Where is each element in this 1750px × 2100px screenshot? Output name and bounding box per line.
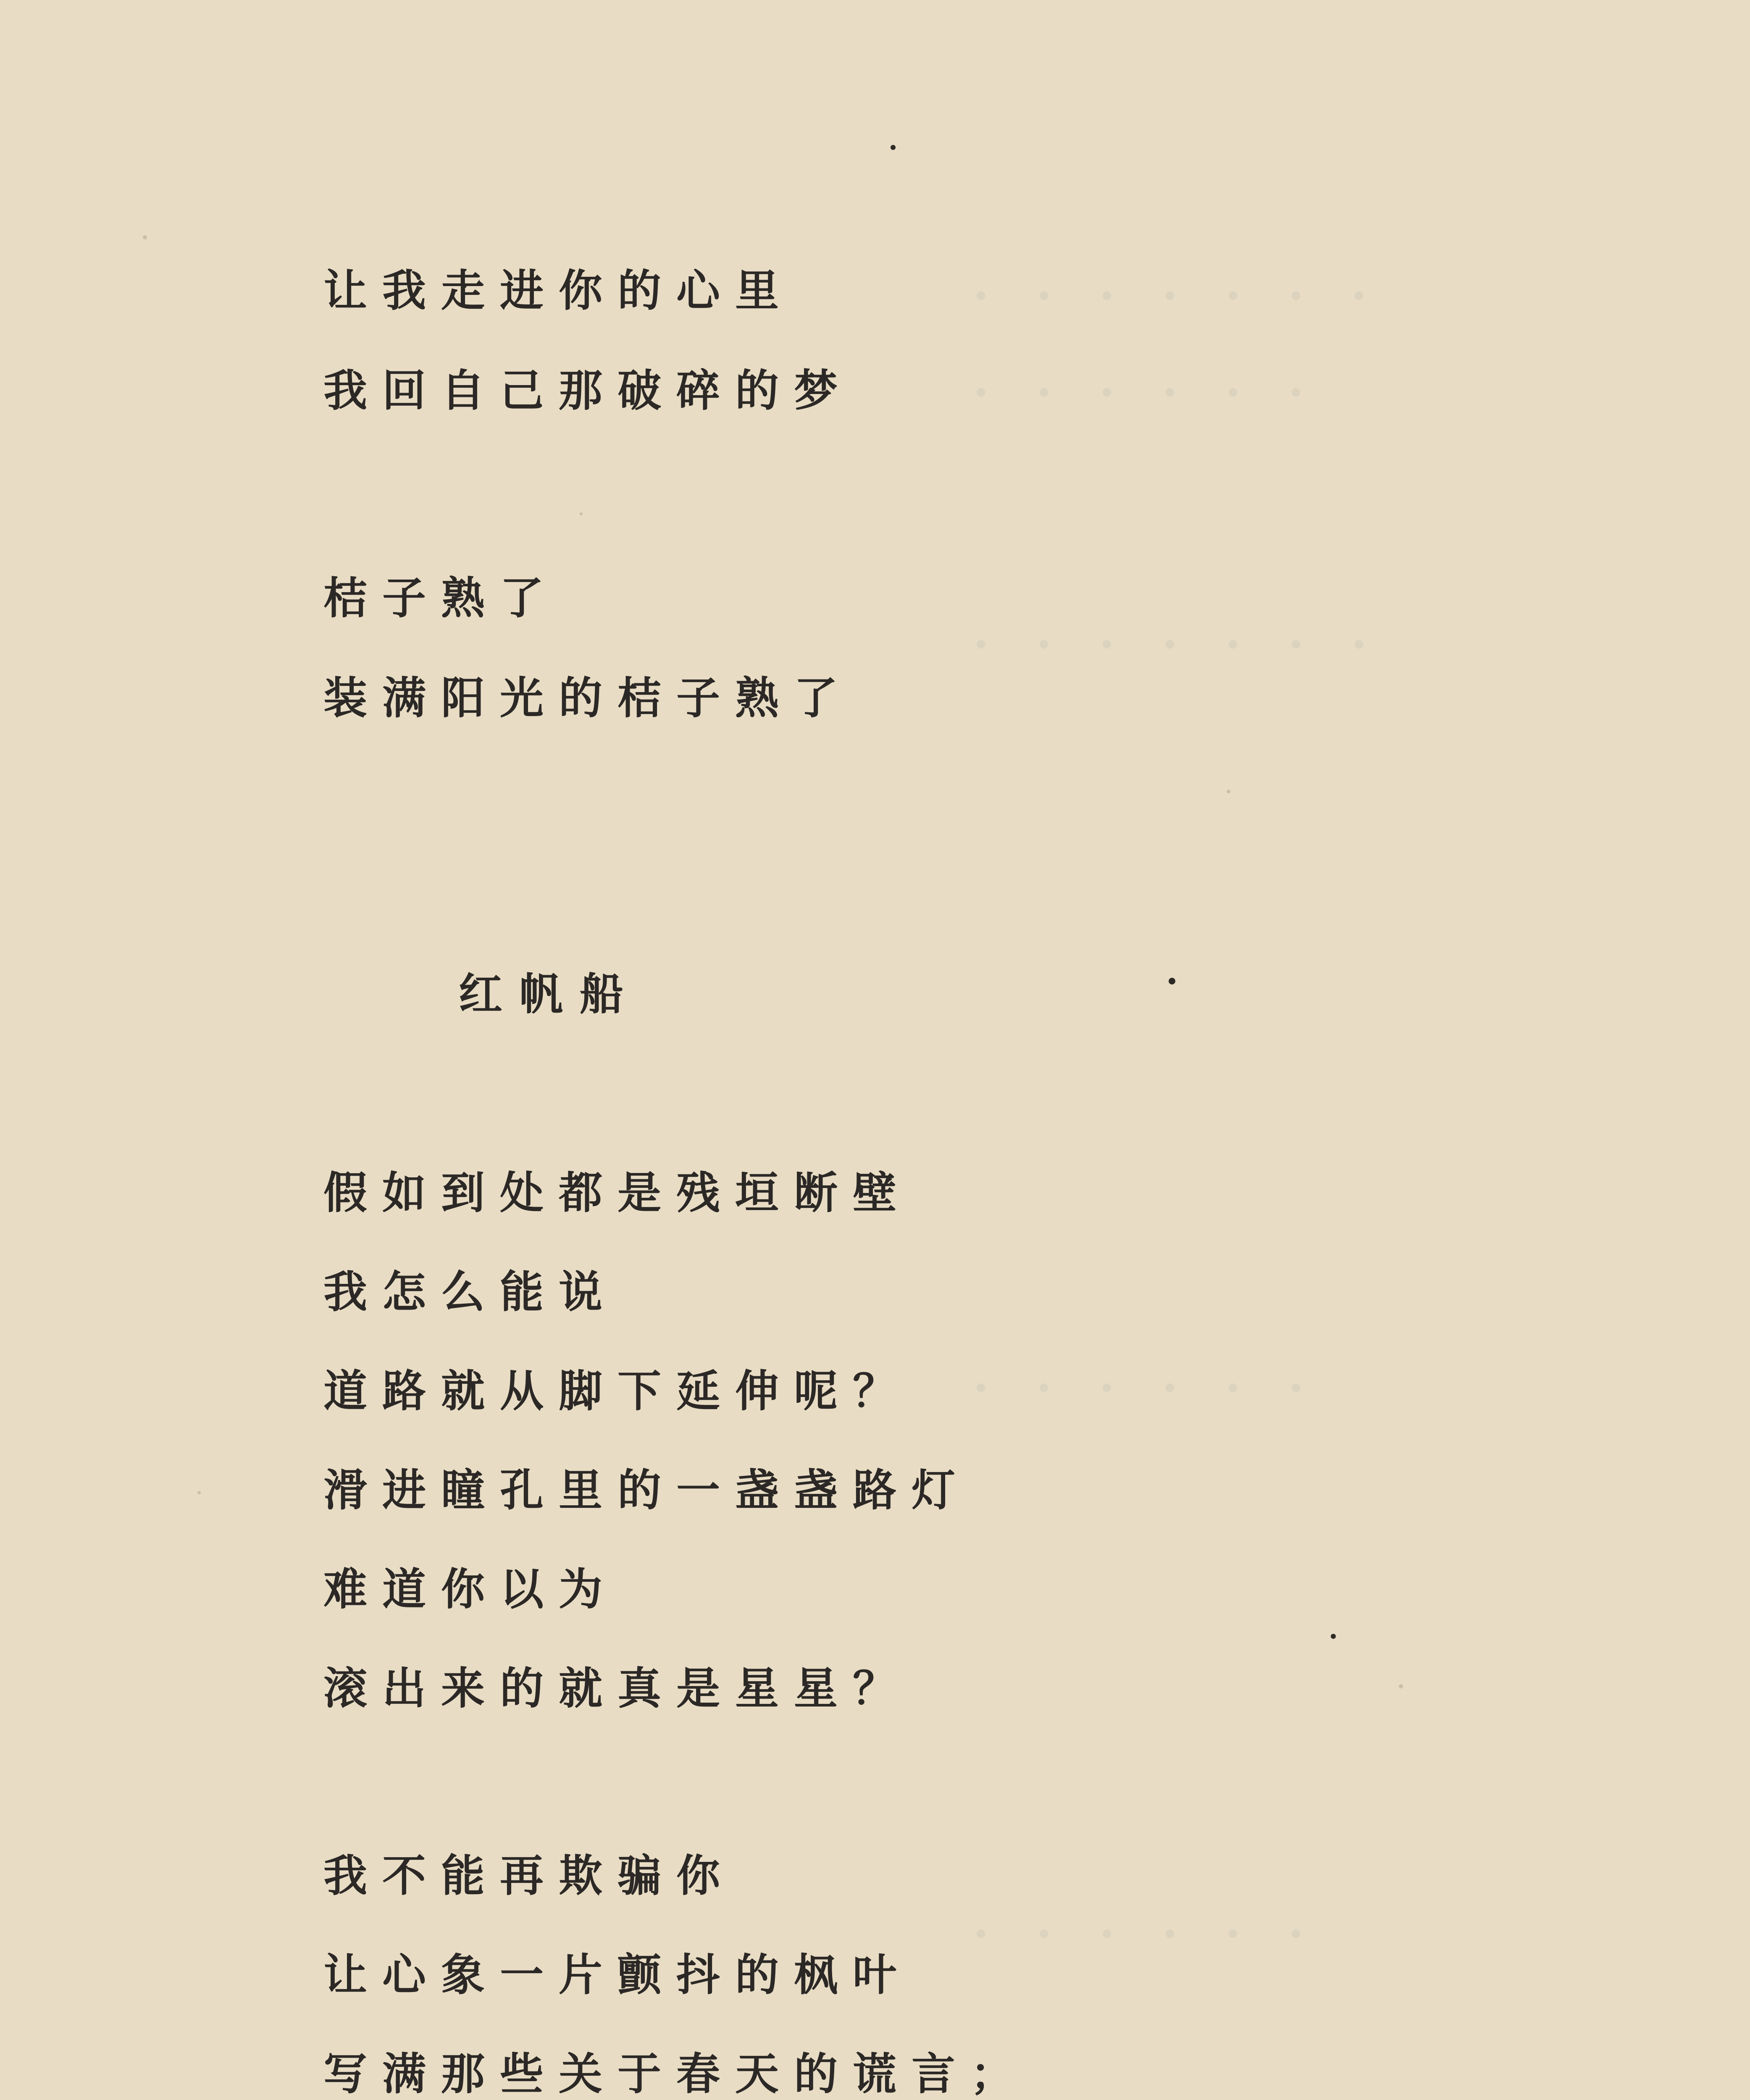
poem-line: 道路就从脚下延伸呢？ xyxy=(323,1365,912,1417)
poem-line: 我回自己那破碎的梦 xyxy=(323,365,853,416)
show-through-text: ・・・・・・ xyxy=(958,1362,1336,1416)
paper-speck xyxy=(580,512,583,515)
poem-line: 让心象一片颤抖的枫叶 xyxy=(323,1949,912,2000)
poem-line: 假如到处都是残垣断壁 xyxy=(323,1167,912,1218)
section-title: 红帆船 xyxy=(459,969,641,1020)
paper-speck xyxy=(197,1491,201,1494)
poem-line: 我怎么能说 xyxy=(323,1266,618,1318)
ink-mark xyxy=(1331,1634,1336,1639)
paper-speck xyxy=(1399,1684,1403,1688)
poem-line: 我不能再欺骗你 xyxy=(323,1850,736,1901)
poem-line: 滑进瞳孔里的一盏盏路灯 xyxy=(323,1465,971,1516)
poem-line: 难道你以为 xyxy=(323,1564,618,1615)
show-through-text: ・・・・・・・ xyxy=(958,270,1399,324)
show-through-text: ・・・・・・ xyxy=(958,1908,1336,1962)
show-through-text: ・・・・・・ xyxy=(958,367,1336,421)
poem-line: 让我走进你的心里 xyxy=(323,265,794,316)
poem-line: 装满阳光的桔子熟了 xyxy=(323,672,853,724)
poem-line: 桔子熟了 xyxy=(323,572,559,624)
ink-mark xyxy=(891,145,896,150)
paper-speck xyxy=(1227,790,1230,793)
ink-mark xyxy=(1169,978,1175,984)
show-through-text: ・・・・・・・ xyxy=(958,619,1399,673)
paper-speck xyxy=(143,235,147,239)
poem-line: 写满那些关于春天的谎言； xyxy=(323,2048,1030,2100)
poem-line: 滚出来的就真是星星？ xyxy=(323,1663,912,1714)
